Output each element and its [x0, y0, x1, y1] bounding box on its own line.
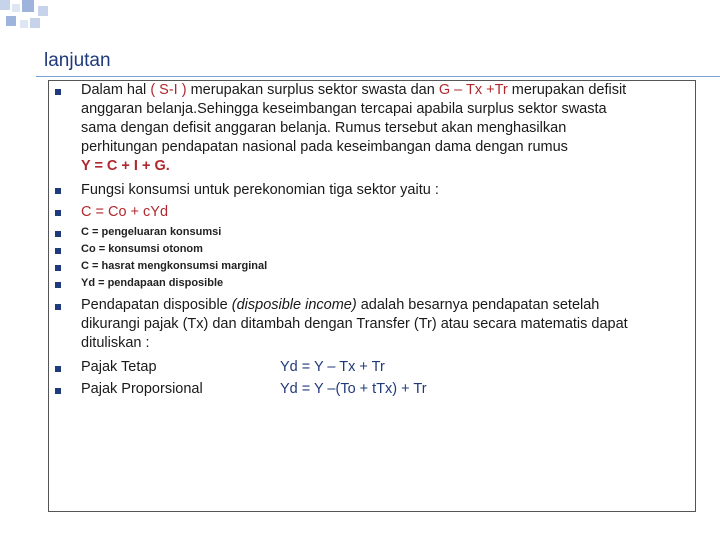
p1-highlight-g: G – Tx +Tr — [438, 82, 508, 98]
p1-line2: anggaran belanja.Sehingga keseimbangan tercapai apabila surplus sektor swasta — [81, 101, 607, 117]
p1-text-c: merupakan surplus sektor swasta dan — [186, 82, 439, 98]
tax-row — [81, 380, 691, 399]
bullet-icon — [55, 248, 61, 254]
bullet-icon — [55, 265, 61, 271]
bullet-icon — [55, 210, 61, 216]
tax-row — [81, 358, 691, 377]
paragraph-consumption: Fungsi konsumsi untuk perekonomian tiga sektor yaitu : — [81, 182, 439, 198]
tax-formula: Yd = Y – Tx + Tr — [280, 359, 385, 375]
tax-label: Pajak Tetap — [81, 359, 157, 375]
p4-text-a: Pendapatan disposible — [81, 297, 232, 313]
p4-text-c: adalah besarnya pendapatan setelah — [356, 297, 600, 313]
bullet-icon — [55, 304, 61, 310]
p4-line2: dikurangi pajak (Tx) dan ditambah dengan Transfer (Tr) atau secara matematis dapat — [81, 316, 628, 332]
bullet-icon — [55, 282, 61, 288]
paragraph-disposable — [81, 296, 691, 353]
definition-item: C = hasrat mengkonsumsi marginal — [81, 260, 268, 272]
p1-text-a: Dalam hal — [81, 82, 151, 98]
paragraph-surplus — [81, 81, 691, 176]
bullet-icon — [55, 188, 61, 194]
p4-line3: dituliskan : — [81, 335, 150, 351]
bullet-icon — [55, 366, 61, 372]
p1-highlight-si: ( S-I ) — [150, 82, 187, 98]
tax-formula: Yd = Y –(To + tTx) + Tr — [280, 381, 427, 397]
p1-formula: Y = C + I + G. — [81, 158, 170, 174]
bullet-icon — [55, 388, 61, 394]
definition-item: Co = konsumsi otonom — [81, 243, 203, 255]
tax-label: Pajak Proporsional — [81, 381, 203, 397]
bullet-icon — [55, 89, 61, 95]
definition-item: C = pengeluaran konsumsi — [81, 226, 222, 238]
corner-decoration — [0, 0, 60, 40]
p1-line4: perhitungan pendapatan nasional pada keseimbangan dama dengan rumus — [81, 139, 568, 155]
consumption-formula: C = Co + cYd — [81, 204, 169, 220]
definition-item: Yd = pendapaan disposible — [81, 277, 224, 289]
p1-line3: sama dengan defisit anggaran belanja. Rumus tersebut akan menghasilkan — [81, 120, 567, 136]
p4-italic: (disposible income) — [231, 297, 357, 313]
title-rule — [36, 76, 720, 77]
bullet-icon — [55, 231, 61, 237]
slide-title: lanjutan — [44, 50, 111, 71]
p1-text-e: merupakan defisit — [507, 82, 627, 98]
